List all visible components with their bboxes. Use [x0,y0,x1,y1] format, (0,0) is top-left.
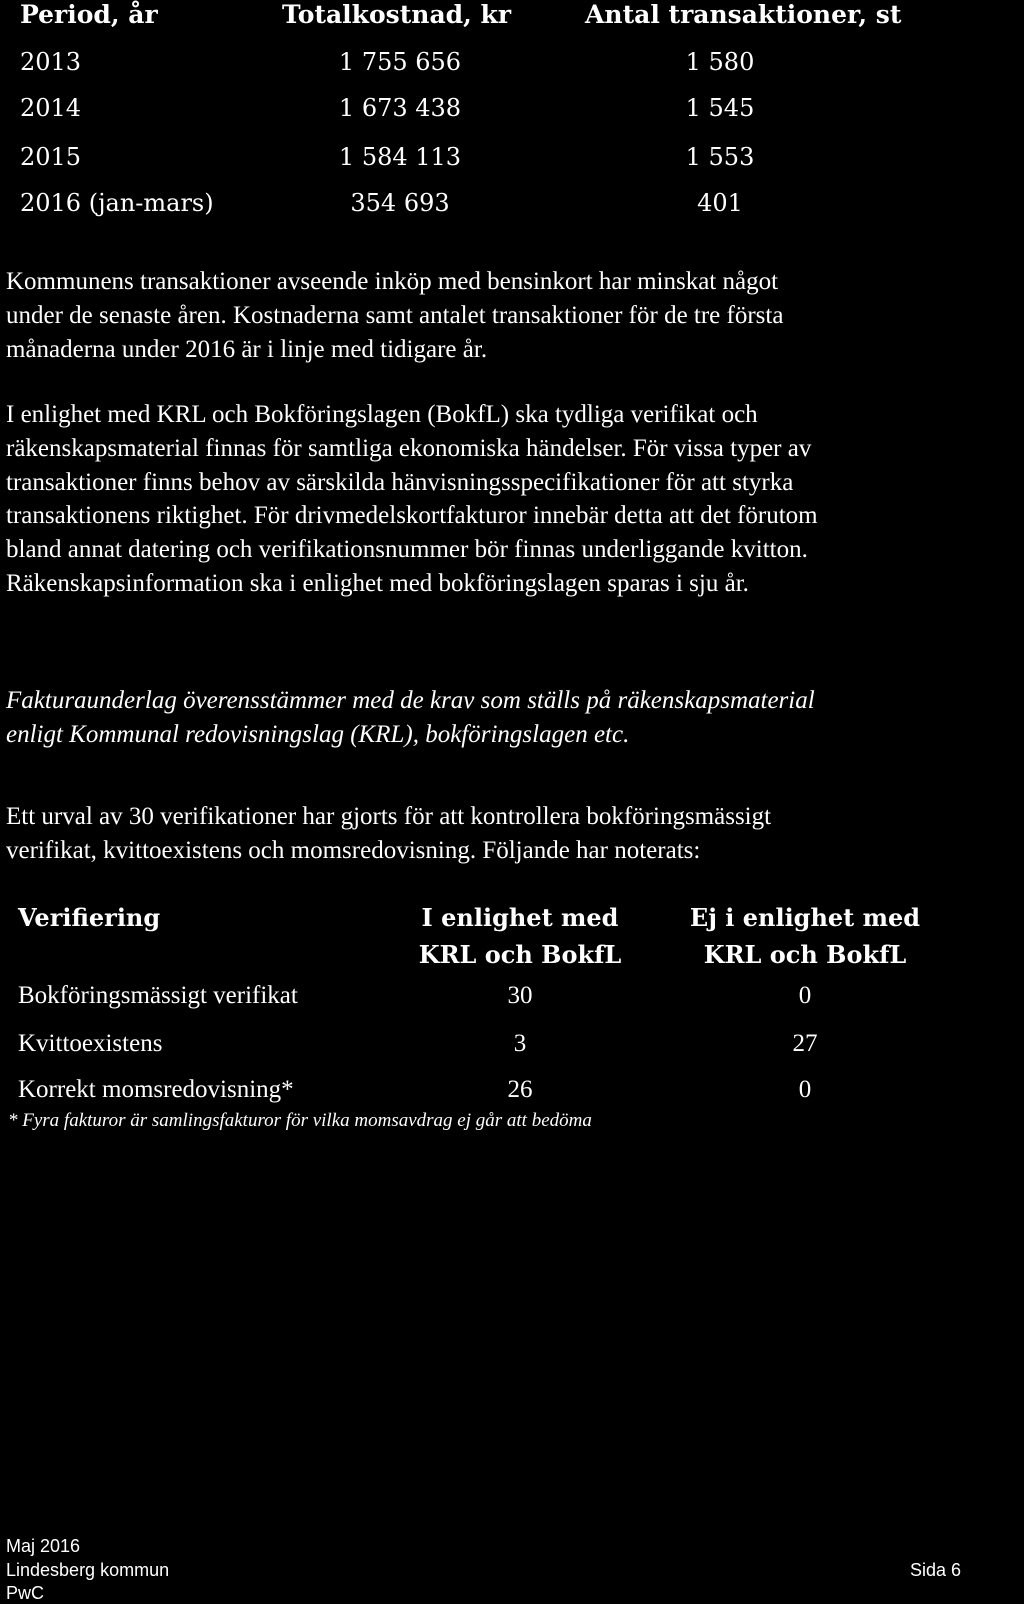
column-header-period: Period, år [20,0,158,29]
section-heading [6,684,1020,752]
paragraph-line: räkenskapsmaterial finnas för samtliga ekonomiska händelser. För vissa typer av [6,434,812,462]
table-cell: 354 693 [350,189,450,217]
column-header-total-cost: Totalkostnad, kr [282,0,512,29]
paragraph-line: Kommunens transaktioner avseende inköp med bensinkort har minskat något [6,268,779,295]
footer-firm: PwC [6,1583,45,1603]
footer-date: Maj 2016 [6,1536,81,1556]
paragraph-legal-requirements [6,398,1016,601]
table-cell: Korrekt momsredovisning* [18,1076,294,1103]
column-header-noncompliant: Ej i enlighet med [689,903,921,932]
table-cell: 1 553 [685,143,755,171]
table-cell: 30 [507,982,533,1009]
column-header-compliant: I enlighet med [421,903,619,932]
table-cell: 3 [513,1030,527,1057]
table-cell: Bokföringsmässigt verifikat [18,982,298,1009]
table-cell: 26 [507,1076,533,1103]
table-cell: 1 580 [685,48,755,76]
paragraph-line: transaktioner finns behov av särskilda hänvisningsspecifikationer för att styrka [6,468,794,496]
table-footnote: * Fyra fakturor är samlingsfakturor för vilka momsavdrag ej går att bedöma [8,1110,592,1131]
table-cell: 1 584 113 [338,143,462,171]
table-cell: 2013 [20,48,82,76]
column-header-compliant-sub: KRL och BokfL [418,940,622,969]
column-header-noncompliant-sub: KRL och BokfL [703,940,907,969]
table-cell: 2014 [20,94,82,122]
footer-organization: Lindesberg kommun [6,1560,170,1580]
table-cell: 2016 (jan-mars) [20,189,214,217]
paragraph-line: I enlighet med KRL och Bokföringslagen (BokfL) ska tydliga verifikat och [6,401,758,428]
paragraph-line: Ett urval av 30 verifikationer har gjorts för att kontrollera bokföringsmässigt [6,803,772,830]
table-cell: 1 755 656 [338,48,462,76]
table-cell: 1 673 438 [338,94,462,122]
table-cell: 27 [792,1030,818,1057]
table-cell: 1 545 [685,94,755,122]
heading-line: Fakturaunderlag överensstämmer med de krav som ställs på räkenskapsmaterial [6,687,815,714]
paragraph-line: transaktionens riktighet. För drivmedelskortfakturor innebär detta att det förutom [6,502,818,530]
paragraph-sample-description [6,800,1016,868]
table-cell: 0 [798,982,812,1009]
table-cell: 2015 [20,143,82,171]
heading-line: enligt Kommunal redovisningslag (KRL), bokföringslagen etc. [6,721,630,748]
table-cell: Kvittoexistens [18,1030,163,1057]
paragraph-line: månaderna under 2016 är i linje med tidigare år. [6,335,488,363]
table-cell: 401 [697,189,743,217]
footer-page-number: Sida 6 [910,1560,962,1580]
paragraph-line: under de senaste åren. Kostnaderna samt antalet transaktioner för de tre första [6,301,784,329]
column-header-transactions: Antal transaktioner, st [585,0,902,29]
paragraph-line: Räkenskapsinformation ska i enlighet med bokföringslagen sparas i sju år. [6,569,749,597]
paragraph-fuel-card-summary [6,265,1016,366]
table-cell: 0 [798,1076,812,1103]
paragraph-line: verifikat, kvittoexistens och momsredovisning. Följande har noterats: [6,836,701,864]
column-header-verification: Verifiering [18,903,161,932]
paragraph-line: bland annat datering och verifikationsnummer bör finnas underliggande kvitton. [6,536,808,564]
